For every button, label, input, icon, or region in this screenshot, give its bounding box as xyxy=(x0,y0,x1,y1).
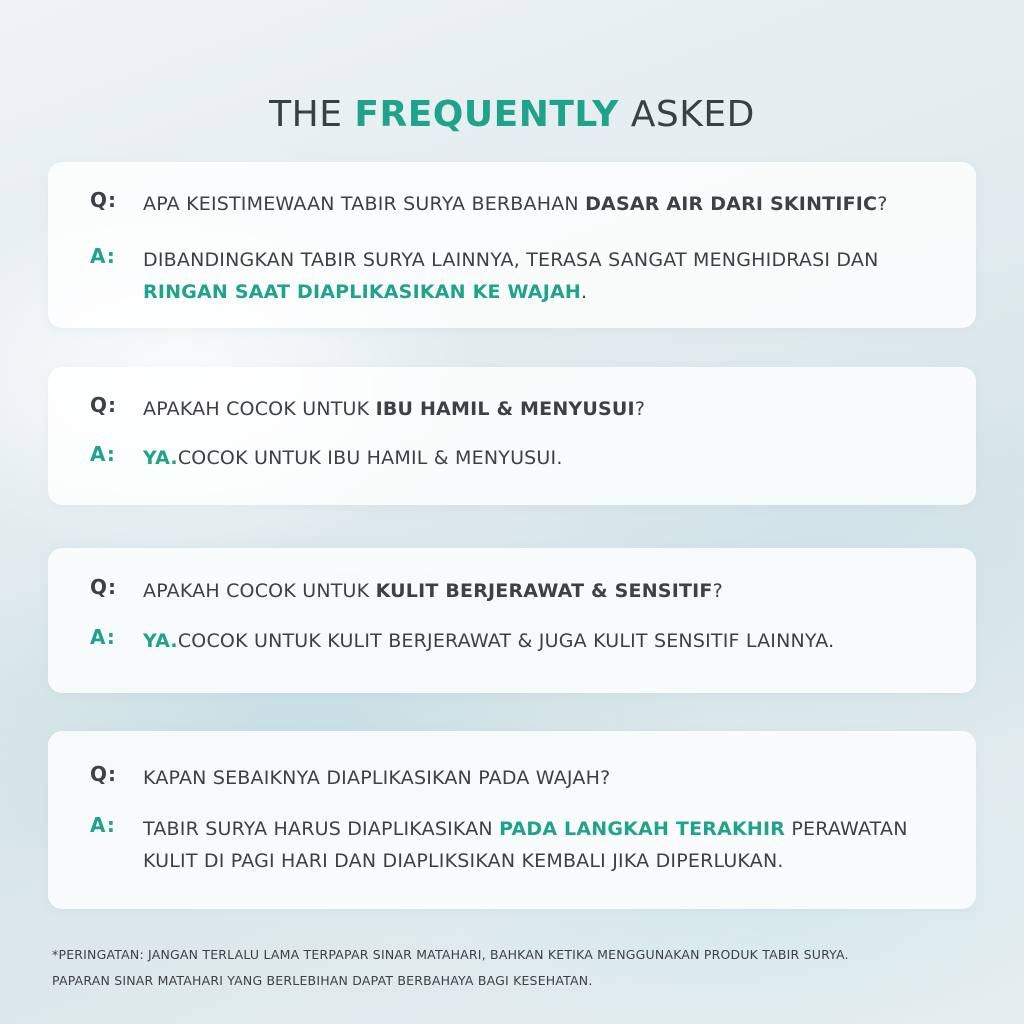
question-label: Q: xyxy=(90,762,117,786)
question-label: Q: xyxy=(90,575,117,599)
title-part-2: ASKED xyxy=(618,94,755,135)
answer-label: A: xyxy=(90,813,116,837)
question-label: Q: xyxy=(90,188,117,212)
answer-text: TABIR SURYA HARUS DIAPLIKASIKAN PADA LANGKAH TERAKHIR PERAWATAN KULIT DI PAGI HARI DAN DIAPLIKSIKAN KEMBALI JIKA DIPERLUKAN. xyxy=(143,818,908,872)
question-text: APAKAH COCOK UNTUK IBU HAMIL & MENYUSUI? xyxy=(143,398,646,420)
title-part-1: THE xyxy=(269,94,355,135)
question-text: KAPAN SEBAIKNYA DIAPLIKASIKAN PADA WAJAH? xyxy=(143,767,611,789)
answer-label: A: xyxy=(90,625,116,649)
warning-footnote xyxy=(52,942,982,994)
faq-card-1 xyxy=(48,162,976,328)
footnote-line-1: *PERINGATAN: JANGAN TERLALU LAMA TERPAPAR SINAR MATAHARI, BAHKAN KETIKA MENGGUNAKAN PRODUK TABIR SURYA. xyxy=(52,947,849,962)
question-text: APAKAH COCOK UNTUK KULIT BERJERAWAT & SENSITIF? xyxy=(143,580,723,602)
footnote-line-2: PAPARAN SINAR MATAHARI YANG BERLEBIHAN DAPAT BERBAHAYA BAGI KESEHATAN. xyxy=(52,973,593,988)
answer-text: YA.COCOK UNTUK KULIT BERJERAWAT & JUGA KULIT SENSITIF LAINNYA. xyxy=(143,630,835,652)
faq-card-3 xyxy=(48,548,976,693)
question-text: APA KEISTIMEWAAN TABIR SURYA BERBAHAN DASAR AIR DARI SKINTIFIC? xyxy=(143,193,888,215)
faq-card-4 xyxy=(48,731,976,909)
answer-label: A: xyxy=(90,442,116,466)
answer-text: YA.COCOK UNTUK IBU HAMIL & MENYUSUI. xyxy=(143,447,563,469)
answer-label: A: xyxy=(90,244,116,268)
question-label: Q: xyxy=(90,393,117,417)
faq-card-2 xyxy=(48,367,976,505)
page-title xyxy=(0,94,1024,135)
title-accent: FREQUENTLY xyxy=(354,94,619,135)
answer-text: DIBANDINGKAN TABIR SURYA LAINNYA, TERASA SANGAT MENGHIDRASI DAN RINGAN SAAT DIAPLIKASIKAN KE WAJAH. xyxy=(143,249,879,303)
